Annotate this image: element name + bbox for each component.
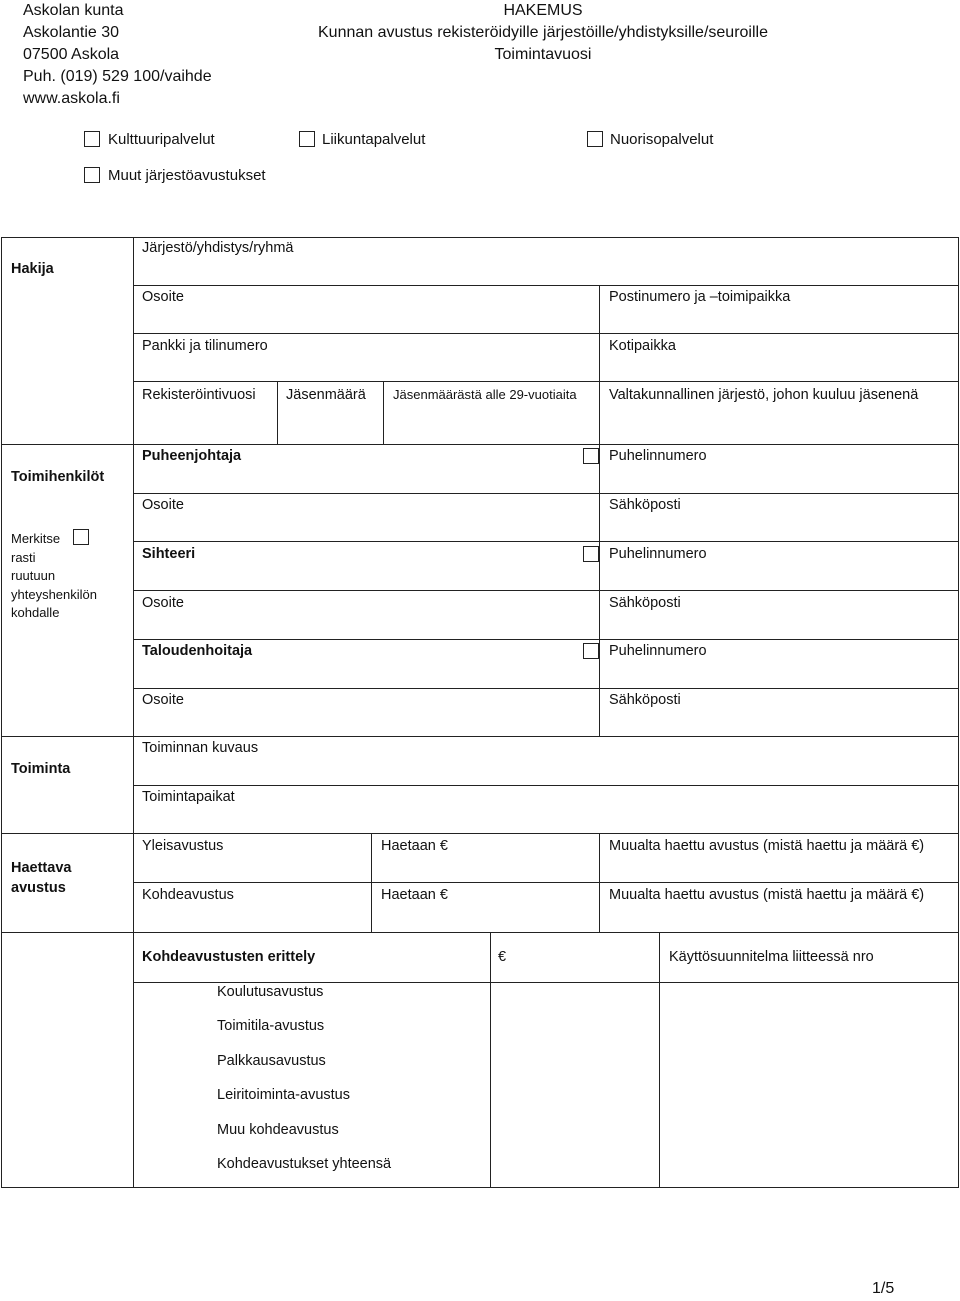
secretary-email-label: Sähköposti bbox=[609, 595, 681, 611]
breakdown-item: Palkkausavustus bbox=[217, 1053, 326, 1069]
breakdown-total: Kohdeavustukset yhteensä bbox=[217, 1156, 392, 1172]
muut-checkbox[interactable] bbox=[84, 167, 100, 183]
general-other-label: Muualta haettu avustus (mistä haettu ja määrä €) bbox=[609, 838, 925, 854]
treasurer-label: Taloudenhoitaja bbox=[142, 643, 253, 659]
chair-label: Puheenjohtaja bbox=[142, 448, 242, 464]
kulttuuripalvelut-checkbox[interactable] bbox=[84, 131, 100, 147]
org-name: Askolan kunta bbox=[23, 2, 124, 19]
form-year: Toimintavuosi bbox=[494, 46, 592, 63]
liikuntapalvelut-label: Liikuntapalvelut bbox=[322, 131, 426, 148]
members-under29-label: Jäsenmäärästä alle 29-vuotiaita bbox=[393, 387, 577, 402]
targeted-grant-label: Kohdeavustus bbox=[142, 887, 234, 903]
breakdown-euro: € bbox=[498, 949, 507, 965]
secretary-contact-checkbox[interactable] bbox=[583, 546, 599, 562]
activity-section-label: Toiminta bbox=[11, 761, 71, 777]
hakija-section-label: Hakija bbox=[11, 261, 54, 277]
secretary-phone-label: Puhelinnumero bbox=[609, 546, 707, 562]
reg-year-label: Rekisteröintivuosi bbox=[142, 387, 256, 403]
home-field-label: Kotipaikka bbox=[609, 338, 676, 354]
chair-phone-label: Puhelinnumero bbox=[609, 448, 707, 464]
org-phone: Puh. (019) 529 100/vaihde bbox=[23, 68, 212, 85]
nuorisopalvelut-checkbox[interactable] bbox=[587, 131, 603, 147]
breakdown-item: Leiritoiminta-avustus bbox=[217, 1087, 350, 1103]
treasurer-contact-checkbox[interactable] bbox=[583, 643, 599, 659]
grant-section-label: Haettava avustus bbox=[11, 860, 72, 896]
targeted-other-label: Muualta haettu avustus (mistä haettu ja määrä €) bbox=[609, 887, 925, 903]
chair-contact-checkbox[interactable] bbox=[583, 448, 599, 464]
note-example-checkbox bbox=[73, 529, 89, 545]
secretary-label: Sihteeri bbox=[142, 546, 196, 562]
targeted-applied-label: Haetaan € bbox=[381, 887, 448, 903]
general-grant-label: Yleisavustus bbox=[142, 838, 224, 854]
officials-note: Merkitse rasti ruutuun yhteyshenkilön kohdalle bbox=[11, 531, 97, 620]
org-postal: 07500 Askola bbox=[23, 46, 120, 63]
form-title: HAKEMUS bbox=[503, 2, 583, 19]
breakdown-item: Koulutusavustus bbox=[217, 984, 324, 1000]
treasurer-phone-label: Puhelinnumero bbox=[609, 643, 707, 659]
secretary-address-label: Osoite bbox=[142, 595, 184, 611]
liikuntapalvelut-checkbox[interactable] bbox=[299, 131, 315, 147]
breakdown-plan-label: Käyttösuunnitelma liitteessä nro bbox=[669, 949, 874, 965]
treasurer-address-label: Osoite bbox=[142, 692, 184, 708]
bank-field-label: Pankki ja tilinumero bbox=[142, 338, 268, 354]
postal-field-label: Postinumero ja –toimipaikka bbox=[609, 289, 791, 305]
general-applied-label: Haetaan € bbox=[381, 838, 448, 854]
officials-section-label: Toimihenkilöt bbox=[11, 469, 105, 485]
address-field-label: Osoite bbox=[142, 289, 184, 305]
activity-places-label: Toimintapaikat bbox=[142, 789, 235, 805]
treasurer-email-label: Sähköposti bbox=[609, 692, 681, 708]
chair-address-label: Osoite bbox=[142, 497, 184, 513]
activity-description-label: Toiminnan kuvaus bbox=[142, 740, 259, 756]
org-field-label: Järjestö/yhdistys/ryhmä bbox=[142, 240, 294, 256]
muut-label: Muut järjestöavustukset bbox=[108, 167, 266, 184]
org-street: Askolantie 30 bbox=[23, 24, 120, 41]
nuorisopalvelut-label: Nuorisopalvelut bbox=[610, 131, 714, 148]
org-website[interactable]: www.askola.fi bbox=[23, 90, 120, 107]
members-label: Jäsenmäärä bbox=[286, 387, 366, 403]
form-subtitle: Kunnan avustus rekisteröidyille järjestöille/yhdistyksille/seuroille bbox=[318, 24, 768, 41]
chair-email-label: Sähköposti bbox=[609, 497, 681, 513]
breakdown-item: Toimitila-avustus bbox=[217, 1018, 325, 1034]
national-org-label: Valtakunnallinen järjestö, johon kuuluu jäsenenä bbox=[609, 387, 919, 403]
page-number: 1/5 bbox=[872, 1280, 895, 1297]
kulttuuripalvelut-label: Kulttuuripalvelut bbox=[108, 131, 215, 148]
breakdown-item: Muu kohdeavustus bbox=[217, 1122, 339, 1138]
breakdown-title: Kohdeavustusten erittely bbox=[142, 949, 316, 965]
